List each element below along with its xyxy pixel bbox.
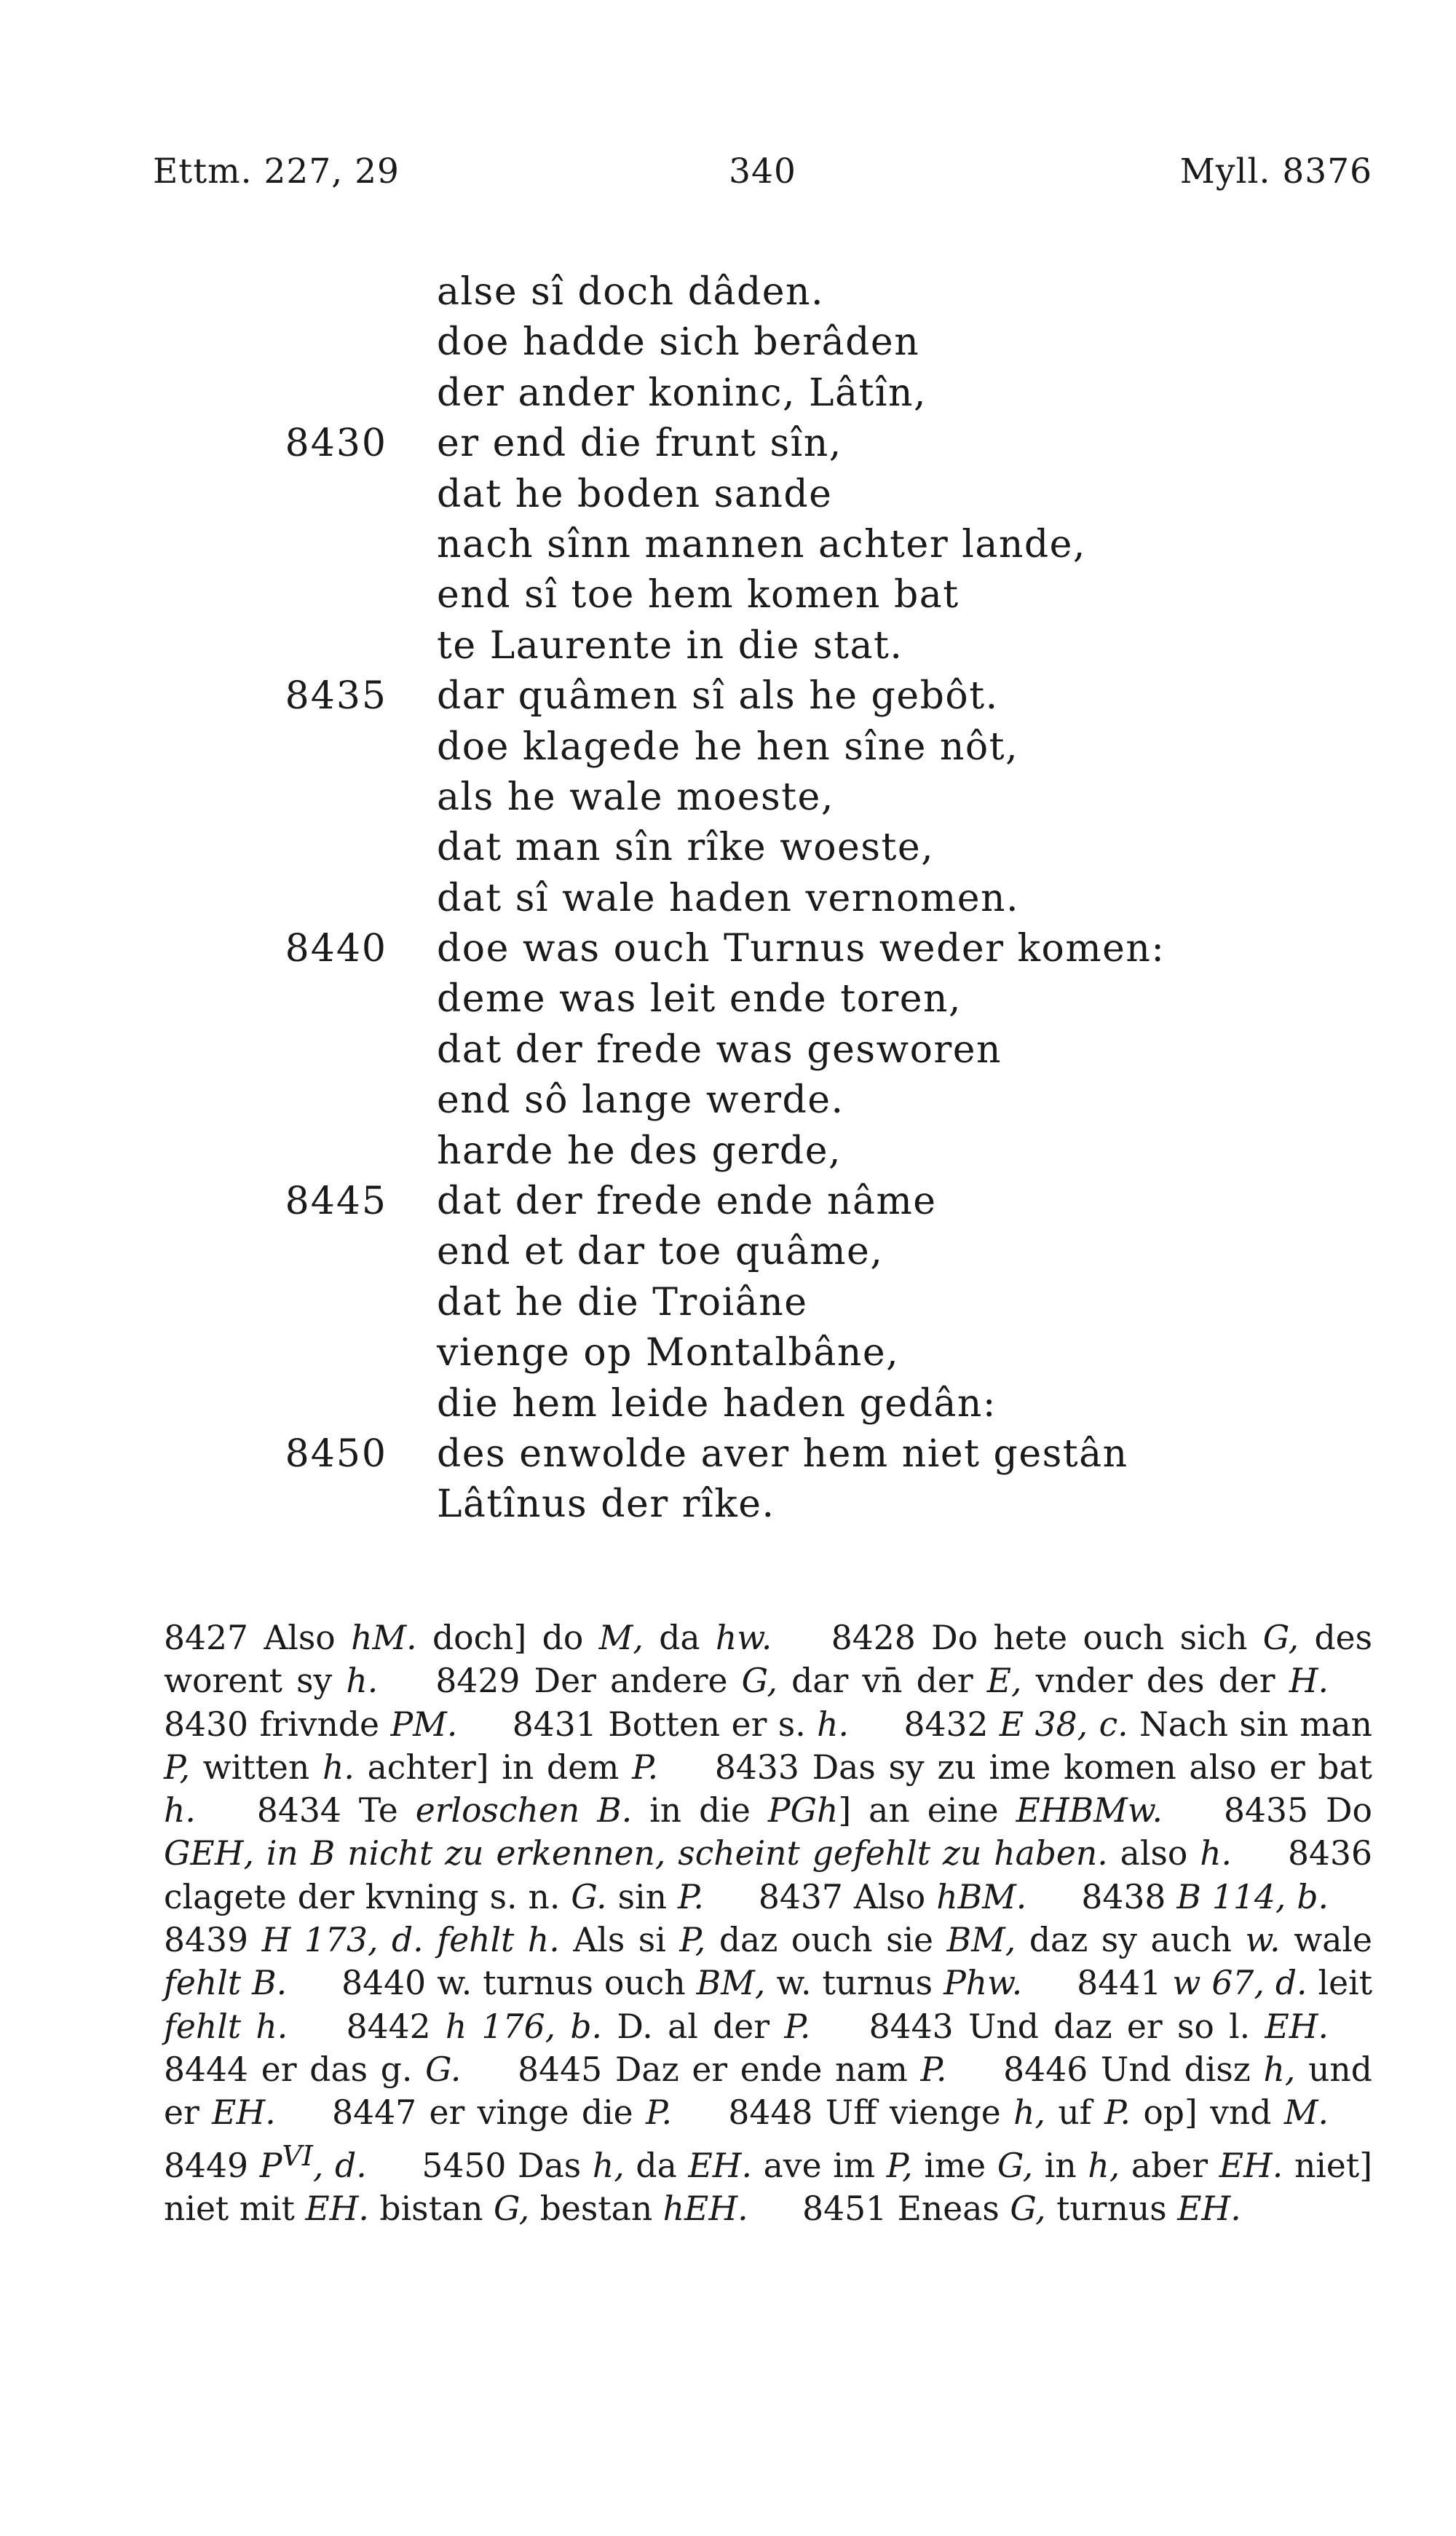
note-text: 8443 Und daz er so l. [869, 2007, 1265, 2046]
note-siglum: M. [1283, 2093, 1329, 2133]
verse-text-line: als he wale moeste, [437, 775, 834, 819]
note-text: 8439 [164, 1921, 262, 1960]
note-text: und er [164, 2050, 1372, 2133]
verse-line [0, 1177, 1456, 1227]
note-siglum: GEH, in B nicht zu erkennen, scheint gefehlt zu haben. [164, 1834, 1108, 1873]
note-superscript: VI [282, 2139, 313, 2172]
note-siglum: G, [1262, 1619, 1299, 1657]
note-siglum: PGh [767, 1791, 839, 1830]
verse-text-line: dat der frede ende nâme [437, 1180, 937, 1224]
note-text: in die [632, 1791, 768, 1830]
apparatus-note [869, 2007, 1329, 2046]
note-text: vnder des der [1021, 1662, 1289, 1701]
verse-line [0, 773, 1456, 823]
note-text: des worent sy [164, 1619, 1373, 1701]
apparatus-note [164, 1705, 457, 1744]
note-text: also [1107, 1834, 1200, 1873]
note-siglum: Phw. [943, 1964, 1023, 2003]
verse-text-line: doe was ouch Turnus weder komen: [437, 927, 1166, 971]
verse-text-line: er end die frunt sîn, [437, 422, 842, 466]
note-siglum: G, [741, 1662, 778, 1701]
note-siglum: EH. [212, 2093, 276, 2133]
note-text: bistan [368, 2189, 494, 2229]
verse-line [0, 823, 1456, 873]
note-text: op] vnd [1130, 2093, 1284, 2133]
verse-line [0, 317, 1456, 368]
page-number: 340 [729, 151, 796, 191]
verse-text-line: alse sî doch dâden. [437, 270, 825, 314]
verse-line [0, 924, 1456, 974]
note-siglum: hEH. [662, 2189, 748, 2229]
note-siglum: E 38, c. [999, 1705, 1128, 1744]
note-text: 5450 Das [422, 2146, 593, 2185]
apparatus-note [518, 2050, 946, 2089]
line-number: 8445 [285, 1180, 387, 1224]
note-siglum: EH. [1219, 2146, 1283, 2185]
note-text: leit [1307, 1964, 1373, 2003]
verse-text-line: deme was leit ende toren, [437, 977, 962, 1022]
note-text: 8433 Das sy zu ime komen also er bat [714, 1747, 1372, 1787]
note-text: 8448 Uff vienge [728, 2093, 1014, 2133]
note-siglum: h. [817, 1705, 849, 1744]
note-text: 8435 Do [1223, 1791, 1372, 1830]
verse-line [0, 570, 1456, 620]
note-text: witten [189, 1747, 323, 1787]
line-number: 8450 [285, 1431, 387, 1476]
apparatus-note [341, 1964, 1022, 2002]
apparatus-note [332, 2093, 672, 2132]
note-text: ave im [751, 2146, 887, 2185]
note-text: D. al der [602, 2007, 785, 2046]
verse-line [0, 1278, 1456, 1328]
note-text: da [624, 2146, 689, 2185]
verse-text-line: end sô lange werde. [437, 1078, 844, 1123]
note-text: 8444 er das g. [164, 2050, 426, 2089]
note-siglum: G, [1010, 2189, 1046, 2229]
verse-text-line: dar quâmen sî als he gebôt. [437, 674, 999, 719]
note-siglum: h, [1013, 2093, 1046, 2133]
note-siglum: EH. [305, 2189, 369, 2229]
note-siglum: M, [598, 1619, 644, 1657]
verse-line [0, 621, 1456, 671]
verse-text-line: doe hadde sich berâden [437, 320, 920, 365]
note-siglum: G, [997, 2146, 1034, 2185]
verse-text-line: der ander koninc, Lâtîn, [437, 371, 927, 415]
note-text: 8432 [903, 1705, 1000, 1744]
note-siglum: hBM. [936, 1877, 1027, 1916]
note-text: doch] do [416, 1619, 599, 1657]
note-text: aber [1120, 2146, 1219, 2185]
verse-line [0, 1075, 1456, 1126]
note-siglum: w 67, d. [1172, 1964, 1307, 2003]
note-text: Nach sin man [1128, 1705, 1372, 1744]
verse-text-line: dat he die Troiâne [437, 1280, 808, 1324]
note-text: da [643, 1619, 716, 1657]
note-siglum: P. [920, 2050, 947, 2089]
note-siglum: erloschen B. [415, 1791, 633, 1830]
note-siglum: h. [346, 1662, 379, 1701]
apparatus-note [347, 2007, 811, 2046]
note-text: 8440 w. turnus ouch [341, 1964, 697, 2003]
verse-text-line: te Laurente in die stat. [437, 623, 903, 668]
verse-line [0, 1379, 1456, 1429]
note-text: 8430 frivnde [164, 1705, 391, 1744]
apparatus-note [513, 1705, 849, 1744]
note-siglum: H. [1289, 1662, 1329, 1701]
verse-text-line: harde he des gerde, [437, 1129, 842, 1173]
note-text: niet] niet mit [164, 2146, 1372, 2229]
verse-text-line: doe klagede he hen sîne nôt, [437, 724, 1019, 769]
line-number: 8440 [285, 927, 387, 971]
note-siglum: P, [886, 2146, 913, 2185]
line-number: 8435 [285, 674, 387, 719]
verse-text-line: dat sî wale haden vernomen. [437, 876, 1019, 920]
verse-line [0, 368, 1456, 419]
note-text: in [1033, 2146, 1088, 2185]
note-siglum: h. [164, 1791, 196, 1830]
verse-line [0, 1126, 1456, 1177]
verse-line [0, 1227, 1456, 1277]
note-siglum: h, [1263, 2050, 1296, 2089]
note-siglum: hM. [351, 1619, 417, 1657]
note-siglum: fehlt B. [164, 1964, 288, 2003]
note-text: 8438 [1081, 1877, 1177, 1916]
note-text: 8434 Te [256, 1791, 416, 1830]
note-text: turnus [1045, 2189, 1178, 2229]
verse-text-line: end sî toe hem komen bat [437, 573, 960, 617]
note-text: Als si [559, 1921, 680, 1960]
verse-text-line: die hem leide haden gedân: [437, 1381, 997, 1426]
note-siglum: P. [632, 1747, 659, 1787]
note-text: bestan [529, 2189, 663, 2229]
note-text: 8441 [1077, 1964, 1173, 2003]
note-siglum: P [259, 2146, 282, 2185]
note-text: w. turnus [765, 1964, 944, 2003]
note-siglum: EH. [1177, 2189, 1241, 2229]
note-text: 8437 Also [758, 1877, 937, 1916]
note-text: ime [912, 2146, 997, 2185]
note-siglum: P. [784, 2007, 811, 2046]
note-siglum: h, [592, 2146, 625, 2185]
verse-line [0, 1025, 1456, 1075]
verse-text-line: dat man sîn rîke woeste, [437, 826, 935, 870]
apparatus-note [435, 1662, 1329, 1700]
note-text: daz sy auch [1016, 1921, 1246, 1960]
verse-text-line: des enwolde aver hem niet gestân [437, 1431, 1128, 1476]
note-siglum: P, [164, 1747, 190, 1787]
verse-line [0, 974, 1456, 1024]
apparatus-note [257, 1791, 1163, 1830]
note-text: uf [1045, 2093, 1105, 2133]
apparatus-note [759, 1878, 1026, 1916]
verse-line [0, 1328, 1456, 1378]
critical-apparatus [164, 1616, 1372, 2230]
note-text: 8429 Der andere [435, 1662, 742, 1701]
note-text: ] an eine [838, 1791, 1016, 1830]
line-number: 8430 [285, 422, 387, 466]
note-text: 8442 [346, 2007, 446, 2046]
verse-line [0, 520, 1456, 570]
verse-line [0, 1429, 1456, 1480]
note-siglum: fehlt h. [164, 2007, 288, 2046]
note-siglum: P. [677, 1877, 704, 1916]
note-siglum: , d. [312, 2146, 367, 2185]
note-text: sin [606, 1877, 678, 1916]
verse-text-line: dat he boden sande [437, 472, 833, 516]
header-left-reference: Ettm. 227, 29 [153, 151, 400, 191]
note-siglum: hw. [715, 1619, 772, 1657]
note-siglum: E, [986, 1662, 1022, 1701]
note-siglum: G. [425, 2050, 462, 2089]
note-text: 8431 Botten er s. [512, 1705, 818, 1744]
note-siglum: BM, [696, 1964, 766, 2003]
note-text: 8449 [164, 2146, 260, 2185]
note-text: wale [1280, 1921, 1372, 1960]
note-siglum: h, [1088, 2146, 1120, 2185]
apparatus-note [164, 2139, 367, 2185]
header-right-reference: Myll. 8376 [1179, 151, 1372, 191]
apparatus-note [164, 2050, 461, 2089]
note-text: dar vn̄ der [777, 1662, 987, 1701]
note-siglum: P, [679, 1921, 706, 1960]
note-siglum: H 173, d. fehlt h. [261, 1921, 560, 1960]
note-text: 8427 Also [164, 1619, 352, 1657]
note-text: 8445 Daz er ende nam [518, 2050, 921, 2089]
verse-text-line: Lâtînus der rîke. [437, 1482, 775, 1527]
verse-line [0, 419, 1456, 469]
verse-text-line: nach sînn mannen achter lande, [437, 522, 1086, 566]
note-siglum: h. [1200, 1834, 1233, 1873]
note-text: 8447 er vinge die [332, 2093, 646, 2133]
verse-text-line: end et dar toe quâme, [437, 1230, 884, 1274]
verse-text-line: dat der frede was gesworen [437, 1027, 1002, 1072]
note-siglum: BM, [946, 1921, 1016, 1960]
note-siglum: EHBMw. [1016, 1791, 1163, 1830]
verse-line [0, 267, 1456, 317]
running-header [153, 151, 1372, 202]
note-text: 8428 Do hete ouch sich [831, 1619, 1263, 1657]
note-siglum: PM. [390, 1705, 458, 1744]
note-siglum: G. [571, 1877, 607, 1916]
apparatus-note [164, 1619, 772, 1657]
note-siglum: G, [493, 2189, 530, 2229]
note-siglum: B 114, b. [1176, 1877, 1329, 1916]
note-siglum: w. [1245, 1921, 1281, 1960]
note-text: achter] in dem [354, 1747, 633, 1787]
apparatus-note [1081, 1878, 1329, 1916]
verse-line [0, 874, 1456, 924]
note-text: 8451 Eneas [802, 2189, 1010, 2229]
verse-line [0, 671, 1456, 722]
verse-line [0, 722, 1456, 773]
verse-line [0, 1480, 1456, 1530]
note-siglum: P. [1104, 2093, 1131, 2133]
verse-text-line: vienge op Montalbâne, [437, 1331, 900, 1375]
note-siglum: EH. [1265, 2007, 1329, 2046]
apparatus-note [802, 2189, 1241, 2228]
verse-text [0, 267, 1456, 1530]
note-siglum: EH. [688, 2146, 752, 2185]
verse-line [0, 470, 1456, 520]
note-text: 8436 clagete der kvning s. n. [164, 1834, 1372, 1916]
apparatus-note [728, 2093, 1329, 2132]
note-siglum: P. [646, 2093, 672, 2133]
note-text: 8446 Und disz [1003, 2050, 1264, 2089]
note-siglum: h. [323, 1747, 355, 1787]
note-siglum: h 176, b. [445, 2007, 603, 2046]
note-text: daz ouch sie [705, 1921, 947, 1960]
